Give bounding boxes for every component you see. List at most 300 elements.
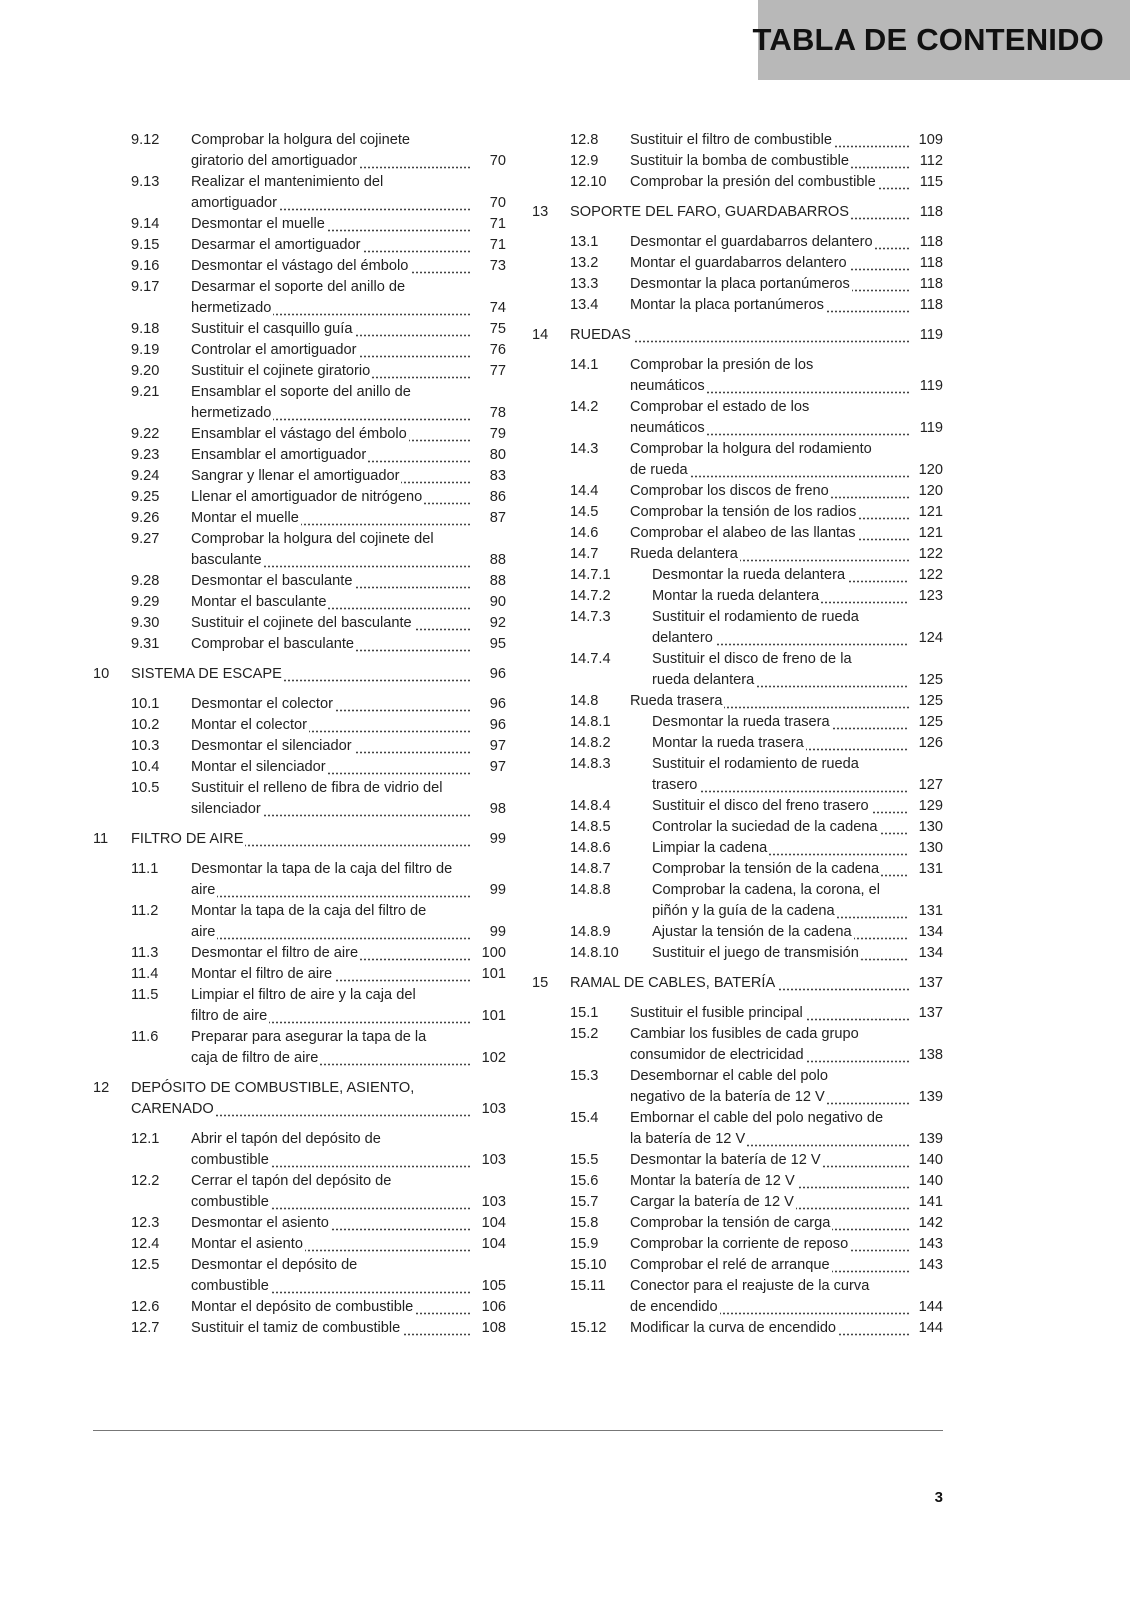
toc-entry-title: Desmontar el depósito de <box>191 1257 358 1273</box>
toc-entry[interactable] <box>532 151 943 172</box>
toc-entry-title: Sustituir el rodamiento de rueda <box>652 756 859 772</box>
toc-entry-number: 14.7 <box>570 546 599 562</box>
toc-entry[interactable] <box>532 859 943 880</box>
toc-entry-title: Montar la placa portanúmeros <box>630 297 824 313</box>
toc-entry[interactable] <box>532 922 943 943</box>
toc-entry-number: 11.4 <box>131 966 159 982</box>
toc-entry[interactable] <box>532 838 943 859</box>
toc-entry-title: Desmontar la tapa de la caja del filtro de <box>191 861 453 877</box>
toc-entry-page: 121 <box>918 504 943 520</box>
toc-entry-title: Modificar la curva de encendido <box>630 1320 837 1336</box>
toc-entry-number: 15.10 <box>570 1257 607 1273</box>
header-bar <box>752 0 1130 80</box>
toc-entry-number: 15.9 <box>570 1236 599 1252</box>
toc-entry-number: 14.7.4 <box>570 651 611 667</box>
toc-entry-title: Comprobar la presión de los <box>630 357 814 373</box>
toc-entry[interactable] <box>532 232 943 253</box>
toc-entry[interactable] <box>532 1213 943 1234</box>
toc-entry-page: 70 <box>489 153 506 169</box>
toc-entry[interactable] <box>532 1024 943 1066</box>
toc-entry[interactable] <box>93 1318 506 1339</box>
toc-entry-number: 11.6 <box>131 1029 159 1045</box>
toc-entry-title: Desembornar el cable del polo <box>630 1068 828 1084</box>
toc-entry-page: 77 <box>489 363 506 379</box>
toc-entry[interactable] <box>93 1027 506 1069</box>
toc-entry[interactable] <box>93 508 506 529</box>
toc-entry-title: Controlar el amortiguador <box>191 342 357 358</box>
toc-chapter-entry[interactable] <box>93 829 506 850</box>
toc-entry[interactable] <box>93 715 506 736</box>
toc-entry-title: Comprobar la holgura del cojinete <box>191 132 411 148</box>
toc-entry-page: 96 <box>489 717 506 733</box>
page-title: TABLA DE CONTENIDO <box>752 22 1104 57</box>
toc-entry-title: piñón y la guía de la cadena <box>652 903 835 919</box>
toc-entry-title: SISTEMA DE ESCAPE <box>131 666 282 682</box>
toc-entry-number: 13.2 <box>570 255 599 271</box>
toc-entry-page: 143 <box>918 1236 943 1252</box>
toc-entry-number: 9.25 <box>131 489 160 505</box>
toc-entry-page: 95 <box>489 636 506 652</box>
toc-entry-number: 12.2 <box>131 1173 160 1189</box>
toc-entry-number: 14.2 <box>570 399 599 415</box>
toc-entry-number: 14 <box>532 327 549 343</box>
toc-entry[interactable] <box>532 712 943 733</box>
toc-entry-page: 88 <box>489 552 506 568</box>
toc-entry-title: Rueda delantera <box>630 546 738 562</box>
toc-entry-title: amortiguador <box>191 195 277 211</box>
toc-entry[interactable] <box>93 571 506 592</box>
toc-entry[interactable] <box>532 130 943 151</box>
toc-entry-number: 11.5 <box>131 987 159 1003</box>
toc-entry-number: 15.8 <box>570 1215 599 1231</box>
toc-entry-number: 12.1 <box>131 1131 160 1147</box>
toc-entry[interactable] <box>532 397 943 439</box>
toc-entry-title: Montar la rueda delantera <box>652 588 820 604</box>
toc-entry-title: Embornar el cable del polo negativo de <box>630 1110 884 1126</box>
toc-entry[interactable] <box>532 1171 943 1192</box>
toc-entry-page: 134 <box>918 945 943 961</box>
toc-entry-title: combustible <box>191 1194 269 1210</box>
toc-entry[interactable] <box>93 757 506 778</box>
toc-entry[interactable] <box>93 130 506 172</box>
toc-entry-title: Montar el muelle <box>191 510 299 526</box>
toc-entry[interactable] <box>532 439 943 481</box>
toc-entry-title: Desmontar el asiento <box>191 1215 329 1231</box>
toc-entry[interactable] <box>532 523 943 544</box>
toc-entry-title: Comprobar el relé de arranque <box>630 1257 830 1273</box>
toc-entry-number: 9.18 <box>131 321 160 337</box>
toc-entry-page: 104 <box>481 1215 506 1231</box>
toc-entry-page: 99 <box>489 924 506 940</box>
toc-entry-title: Sustituir el relleno de fibra de vidrio del <box>191 780 443 796</box>
toc-entry-page: 73 <box>489 258 506 274</box>
toc-entry[interactable] <box>532 172 943 193</box>
toc-entry-page: 101 <box>481 1008 506 1024</box>
toc-entry-page: 119 <box>919 378 943 394</box>
toc-entry[interactable] <box>93 1129 506 1171</box>
toc-entry-page: 119 <box>919 327 943 343</box>
toc-entry-number: 9.28 <box>131 573 160 589</box>
toc-entry-title: de encendido <box>630 1299 718 1315</box>
toc-entry-title: Desmontar la batería de 12 V <box>630 1152 821 1168</box>
toc-entry-page: 118 <box>919 204 943 220</box>
toc-entry-title: Cambiar los fusibles de cada grupo <box>630 1026 859 1042</box>
toc-entry-title: Desmontar la rueda delantera <box>652 567 846 583</box>
toc-entry-title: Limpiar la cadena <box>652 840 768 856</box>
toc-entry-page: 75 <box>489 321 506 337</box>
toc-entry-page: 103 <box>481 1152 506 1168</box>
toc-entry-title: aire <box>191 882 216 898</box>
toc-entry-title: Comprobar los discos de freno <box>630 483 829 499</box>
toc-entry-number: 12.9 <box>570 153 599 169</box>
toc-entry-page: 118 <box>919 234 943 250</box>
toc-entry-number: 12.7 <box>131 1320 160 1336</box>
toc-entry-number: 14.7.1 <box>570 567 611 583</box>
toc-entry-number: 14.6 <box>570 525 599 541</box>
toc-entry-page: 79 <box>489 426 506 442</box>
toc-entry-title: Desmontar el filtro de aire <box>191 945 359 961</box>
toc-entry-number: 10.2 <box>131 717 160 733</box>
toc-entry[interactable] <box>93 340 506 361</box>
toc-entry-page: 122 <box>918 567 943 583</box>
toc-entry-title: neumáticos <box>630 378 705 394</box>
toc-entry-page: 105 <box>481 1278 506 1294</box>
toc-entry-title: Comprobar la holgura del cojinete del <box>191 531 434 547</box>
toc-entry-title: neumáticos <box>630 420 705 436</box>
toc-entry-number: 9.14 <box>131 216 160 232</box>
toc-entry-number: 12.5 <box>131 1257 160 1273</box>
toc-entry[interactable] <box>532 1066 943 1108</box>
toc-entry-title: Desmontar la rueda trasera <box>652 714 830 730</box>
toc-entry-page: 109 <box>918 132 943 148</box>
toc-entry-number: 10 <box>93 666 110 682</box>
toc-right-column <box>532 130 943 1339</box>
toc-entry[interactable] <box>93 1213 506 1234</box>
toc-entry[interactable] <box>532 274 943 295</box>
toc-entry-page: 138 <box>918 1047 943 1063</box>
toc-entry[interactable] <box>93 424 506 445</box>
toc-entry[interactable] <box>532 817 943 838</box>
toc-entry-title: Desmontar el basculante <box>191 573 353 589</box>
toc-entry[interactable] <box>93 634 506 655</box>
toc-entry-page: 130 <box>918 819 943 835</box>
toc-entry-page: 86 <box>489 489 506 505</box>
toc-entry-number: 15.1 <box>570 1005 599 1021</box>
toc-entry-title: DEPÓSITO DE COMBUSTIBLE, ASIENTO, <box>131 1080 415 1096</box>
toc-entry[interactable] <box>93 235 506 256</box>
toc-entry-page: 92 <box>489 615 506 631</box>
toc-entry-page: 76 <box>489 342 506 358</box>
toc-entry[interactable] <box>532 1276 943 1318</box>
toc-entry-number: 13 <box>532 204 549 220</box>
toc-entry[interactable] <box>532 943 943 964</box>
toc-entry-title: Montar el basculante <box>191 594 327 610</box>
toc-entry-page: 141 <box>918 1194 943 1210</box>
toc-entry-title: giratorio del amortiguador <box>191 153 358 169</box>
toc-entry-title: Comprobar la tensión de los radios <box>630 504 857 520</box>
toc-entry[interactable] <box>532 607 943 649</box>
toc-entry-number: 9.22 <box>131 426 160 442</box>
toc-entry-title: Ensamblar el vástago del émbolo <box>191 426 407 442</box>
toc-entry-title: Desmontar el guardabarros delantero <box>630 234 873 250</box>
toc-entry-number: 10.3 <box>131 738 160 754</box>
toc-entry-title: RUEDAS <box>570 327 631 343</box>
toc-entry[interactable] <box>93 592 506 613</box>
toc-entry-page: 101 <box>481 966 506 982</box>
toc-entry[interactable] <box>532 355 943 397</box>
toc-entry-number: 13.3 <box>570 276 599 292</box>
toc-entry-page: 80 <box>489 447 506 463</box>
toc-entry-title: Preparar para asegurar la tapa de la <box>191 1029 427 1045</box>
toc-entry[interactable] <box>93 529 506 571</box>
toc-entry-page: 144 <box>918 1320 943 1336</box>
toc-entry-number: 9.21 <box>131 384 160 400</box>
toc-entry-title: Comprobar la corriente de reposo <box>630 1236 849 1252</box>
toc-entry[interactable] <box>532 1108 943 1150</box>
toc-entry-number: 14.8.9 <box>570 924 611 940</box>
toc-entry-number: 9.23 <box>131 447 160 463</box>
toc-entry-title: la batería de 12 V <box>630 1131 746 1147</box>
toc-entry[interactable] <box>93 985 506 1027</box>
toc-entry-page: 131 <box>918 861 943 877</box>
toc-entry[interactable] <box>93 382 506 424</box>
toc-entry[interactable] <box>532 796 943 817</box>
toc-entry-page: 99 <box>489 831 506 847</box>
toc-entry-title: Desmontar la placa portanúmeros <box>630 276 850 292</box>
toc-entry-title: Montar el colector <box>191 717 307 733</box>
toc-entry-page: 83 <box>489 468 506 484</box>
toc-entry-title: Cerrar el tapón del depósito de <box>191 1173 392 1189</box>
toc-entry[interactable] <box>93 466 506 487</box>
toc-entry-title: hermetizado <box>191 405 272 421</box>
toc-entry[interactable] <box>532 1192 943 1213</box>
toc-entry-title: consumidor de electricidad <box>630 1047 804 1063</box>
toc-entry-page: 78 <box>489 405 506 421</box>
toc-entry[interactable] <box>532 565 943 586</box>
toc-entry-page: 130 <box>918 840 943 856</box>
toc-entry-title: Sustituir el juego de transmisión <box>652 945 859 961</box>
toc-entry-page: 137 <box>918 975 943 991</box>
toc-entry-number: 11 <box>93 831 109 847</box>
toc-entry-page: 87 <box>489 510 506 526</box>
toc-entry-title: Comprobar el estado de los <box>630 399 810 415</box>
toc-entry-title: Sustituir el disco del freno trasero <box>652 798 869 814</box>
toc-entry-page: 120 <box>918 462 943 478</box>
toc-entry-number: 11.2 <box>131 903 159 919</box>
toc-entry-number: 10.1 <box>131 696 160 712</box>
toc-entry[interactable] <box>532 1003 943 1024</box>
toc-entry[interactable] <box>532 691 943 712</box>
toc-entry-number: 14.7.3 <box>570 609 611 625</box>
toc-entry-number: 15.7 <box>570 1194 599 1210</box>
toc-entry-title: Comprobar el basculante <box>191 636 355 652</box>
toc-entry-number: 15.5 <box>570 1152 599 1168</box>
toc-chapter-entry[interactable] <box>532 973 943 994</box>
toc-entry[interactable] <box>532 1318 943 1339</box>
toc-entry-number: 15.2 <box>570 1026 599 1042</box>
toc-entry[interactable] <box>532 1150 943 1171</box>
toc-entry-page: 125 <box>918 693 943 709</box>
toc-entry-title: basculante <box>191 552 262 568</box>
toc-entry[interactable] <box>532 544 943 565</box>
toc-entry[interactable] <box>93 694 506 715</box>
toc-entry-title: SOPORTE DEL FARO, GUARDABARROS <box>570 204 849 220</box>
toc-entry-title: trasero <box>652 777 698 793</box>
toc-entry-page: 126 <box>918 735 943 751</box>
toc-entry[interactable] <box>532 1255 943 1276</box>
toc-entry[interactable] <box>93 214 506 235</box>
toc-entry-page: 108 <box>481 1320 506 1336</box>
toc-entry-number: 14.8.6 <box>570 840 611 856</box>
toc-entry-title: Comprobar la tensión de la cadena <box>652 861 880 877</box>
toc-entry-number: 12.10 <box>570 174 607 190</box>
toc-entry-page: 71 <box>489 237 506 253</box>
toc-chapter-entry[interactable] <box>93 1078 506 1120</box>
toc-entry[interactable] <box>93 964 506 985</box>
toc-entry-number: 9.15 <box>131 237 160 253</box>
toc-chapter-entry[interactable] <box>93 664 506 685</box>
toc-entry[interactable] <box>93 778 506 820</box>
toc-entry-number: 15.12 <box>570 1320 607 1336</box>
toc-entry-number: 14.8.7 <box>570 861 611 877</box>
toc-entry-number: 14.8 <box>570 693 599 709</box>
toc-entry-title: hermetizado <box>191 300 272 316</box>
toc-entry-page: 70 <box>489 195 506 211</box>
toc-entry-number: 15 <box>532 975 549 991</box>
toc-entry-number: 9.12 <box>131 132 160 148</box>
toc-entry-title: Sustituir el tamiz de combustible <box>191 1320 401 1336</box>
toc-entry[interactable] <box>93 1171 506 1213</box>
toc-entry[interactable] <box>532 1234 943 1255</box>
toc-entry-title: Montar el asiento <box>191 1236 303 1252</box>
toc-entry-title: Sustituir el casquillo guía <box>191 321 353 337</box>
toc-entry-title: Ensamblar el soporte del anillo de <box>191 384 411 400</box>
toc-entry-number: 10.4 <box>131 759 160 775</box>
toc-entry-page: 142 <box>918 1215 943 1231</box>
toc-entry-title: combustible <box>191 1152 269 1168</box>
toc-entry[interactable] <box>532 880 943 922</box>
toc-entry-number: 14.1 <box>570 357 599 373</box>
toc-entry[interactable] <box>93 256 506 277</box>
toc-entry-number: 9.29 <box>131 594 160 610</box>
toc-entry-title: Desmontar el muelle <box>191 216 325 232</box>
toc-entry-title: Comprobar la presión del combustible <box>630 174 876 190</box>
toc-entry-page: 100 <box>481 945 506 961</box>
toc-entry-page: 118 <box>919 255 943 271</box>
toc-entry-number: 11.3 <box>131 945 159 961</box>
toc-entry[interactable] <box>93 1297 506 1318</box>
toc-left-column <box>93 130 506 1339</box>
toc-entry-title: Comprobar el alabeo de las llantas <box>630 525 856 541</box>
toc-chapter-entry[interactable] <box>532 202 943 223</box>
toc-entry-number: 11.1 <box>131 861 159 877</box>
toc-entry-title: aire <box>191 924 216 940</box>
toc-entry-title: delantero <box>652 630 713 646</box>
toc-entry-title: Desarmar el amortiguador <box>191 237 361 253</box>
toc-entry-title: Abrir el tapón del depósito de <box>191 1131 381 1147</box>
toc-entry[interactable] <box>93 277 506 319</box>
toc-entry-page: 104 <box>481 1236 506 1252</box>
toc-entry-number: 12.3 <box>131 1215 160 1231</box>
toc-entry-number: 12.8 <box>570 132 599 148</box>
toc-entry-number: 14.8.5 <box>570 819 611 835</box>
toc-entry-page: 71 <box>489 216 506 232</box>
toc-entry-page: 90 <box>489 594 506 610</box>
toc-entry-number: 14.5 <box>570 504 599 520</box>
toc-entry[interactable] <box>532 649 943 691</box>
toc-entry-title: negativo de la batería de 12 V <box>630 1089 825 1105</box>
toc-entry-page: 74 <box>489 300 506 316</box>
toc-entry[interactable] <box>93 859 506 901</box>
toc-entry-title: combustible <box>191 1278 269 1294</box>
toc-entry[interactable] <box>532 502 943 523</box>
toc-entry-title: Ensamblar el amortiguador <box>191 447 367 463</box>
toc-entry-title: silenciador <box>191 801 261 817</box>
toc-entry-number: 14.8.8 <box>570 882 611 898</box>
toc-entry-number: 9.13 <box>131 174 160 190</box>
toc-entry-number: 15.3 <box>570 1068 599 1084</box>
toc-entry-number: 9.17 <box>131 279 160 295</box>
toc-entry-title: Montar la tapa de la caja del filtro de <box>191 903 427 919</box>
toc-entry-page: 125 <box>918 714 943 730</box>
toc-entry-title: Sustituir la bomba de combustible <box>630 153 850 169</box>
toc-entry-title: Montar el silenciador <box>191 759 326 775</box>
toc-entry-title: rueda delantera <box>652 672 755 688</box>
toc-entry-title: Ajustar la tensión de la cadena <box>652 924 852 940</box>
toc-entry[interactable] <box>532 295 943 316</box>
toc-entry-title: Montar el filtro de aire <box>191 966 333 982</box>
toc-entry[interactable] <box>532 754 943 796</box>
toc-entry-page: 96 <box>489 696 506 712</box>
toc-entry[interactable] <box>532 586 943 607</box>
toc-entry[interactable] <box>93 1255 506 1297</box>
toc-entry-page: 122 <box>918 546 943 562</box>
toc-entry[interactable] <box>93 901 506 943</box>
toc-entry-page: 118 <box>919 297 943 313</box>
toc-entry-page: 99 <box>489 882 506 898</box>
toc-entry[interactable] <box>93 487 506 508</box>
toc-entry[interactable] <box>93 445 506 466</box>
toc-entry-title: Desmontar el colector <box>191 696 333 712</box>
toc-entry-number: 9.16 <box>131 258 160 274</box>
toc-entry-number: 14.8.2 <box>570 735 611 751</box>
toc-entry[interactable] <box>93 613 506 634</box>
toc-entry[interactable] <box>532 481 943 502</box>
footer-divider <box>93 1430 943 1431</box>
toc-entry-page: 103 <box>481 1101 506 1117</box>
toc-entry[interactable] <box>532 253 943 274</box>
toc-entry[interactable] <box>93 172 506 214</box>
toc-entry-number: 13.4 <box>570 297 599 313</box>
toc-entry-title: Llenar el amortiguador de nitrógeno <box>191 489 423 505</box>
toc-entry-number: 14.7.2 <box>570 588 611 604</box>
toc-entry-title: Sangrar y llenar el amortiguador <box>191 468 400 484</box>
toc-entry[interactable] <box>93 943 506 964</box>
toc-entry[interactable] <box>93 361 506 382</box>
toc-entry-title: RAMAL DE CABLES, BATERÍA <box>570 975 776 991</box>
toc-entry[interactable] <box>93 736 506 757</box>
toc-entry-title: Comprobar la holgura del rodamiento <box>630 441 872 457</box>
toc-entry[interactable] <box>93 1234 506 1255</box>
toc-entry-title: Comprobar la tensión de carga <box>630 1215 831 1231</box>
toc-entry[interactable] <box>93 319 506 340</box>
toc-chapter-entry[interactable] <box>532 325 943 346</box>
toc-entry-number: 9.30 <box>131 615 160 631</box>
toc-entry-title: CARENADO <box>131 1101 214 1117</box>
toc-entry-page: 103 <box>481 1194 506 1210</box>
toc-entry-page: 97 <box>489 738 506 754</box>
toc-entry[interactable] <box>532 733 943 754</box>
